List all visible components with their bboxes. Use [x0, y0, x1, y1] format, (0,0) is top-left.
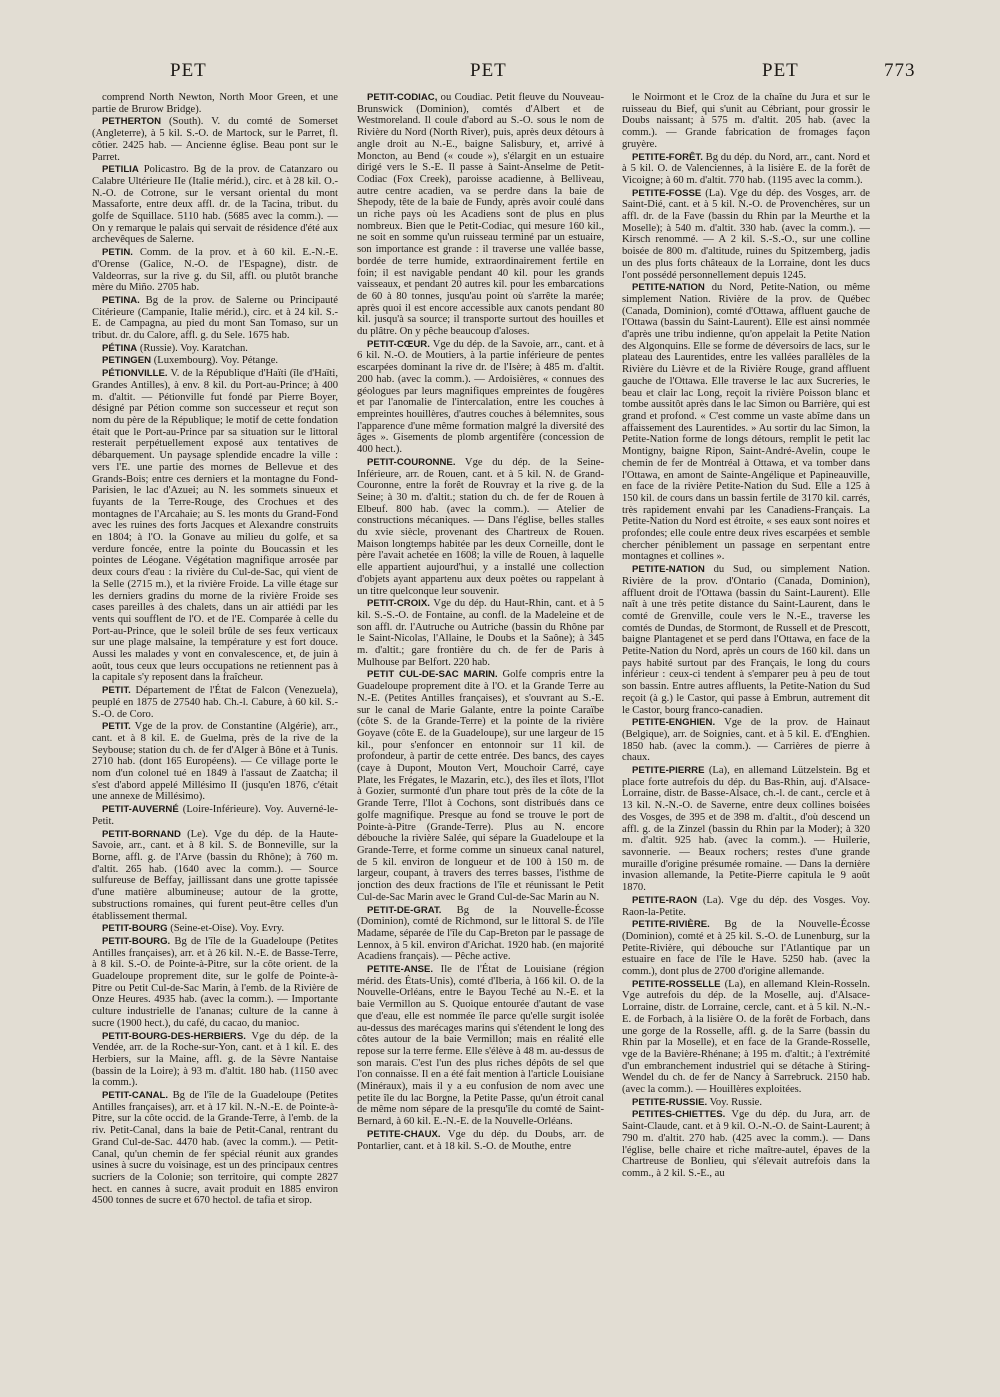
dictionary-entry — [357, 964, 604, 1128]
entry-text: (Russie). Voy. Karatchan. — [137, 342, 248, 354]
dictionary-entry — [622, 152, 870, 187]
entry-text: Bg de la Nouvelle-Écosse (Dominion), comté et à 25 kil. S.-O. de Lunenburg, sur la Petite-Rivière, qui débouche sur l'Atlantique par un estuaire en face de l'île le Have. 5250 hab. (avec la comm.), dont plus de 2700 d'origine allemande. — [622, 919, 870, 978]
dictionary-entry — [357, 669, 604, 903]
entry-headword: PETIT-DE-GRAT. — [367, 904, 442, 916]
dictionary-entry — [622, 717, 870, 764]
entry-text: Policastro. Bg de la prov. de Catanzaro ou Calabre Ultérieure IIe (Italie mérid.), circ. et à 28 kil. O.-N.-O. de Cotrone, sur le versant oriental du mont Massaforte, entre deux affl. dr. de la Tacina, tribut. du golfe de Squillace. 5110 hab. (5685 avec la comm.). — On y remarque le palais qui servait de résidence d'été aux archevêques de Salerne. — [92, 164, 338, 246]
entry-headword: PETIT-BORNAND — [102, 828, 181, 840]
dictionary-entry — [92, 343, 338, 355]
entry-text: Vge de la prov. de Constantine (Algérie), arr., cant. et à 8 kil. E. de Guelma, près de la rive de la Seybouse; station du ch. de fer d'Alger à Bône et à Tunis. 2710 hab. (dont 165 Européens). — Ce village porte le nom d'un colonel tué en 1849 à l'assaut de Zaatcha; il s'est d'abord appelé Millésimo II (jusqu'en 1876, c'était une annexe de Millésimo). — [92, 721, 338, 803]
entry-headword: PETIT. — [102, 685, 131, 697]
entry-text: Vge du dép. du Haut-Rhin, cant. et à 5 kil. S.-S.-O. de Fontaine, au confl. de la Madeleine et de son affl. dr. l'Autruche ou Autriche (bassin du Rhône par le Saint-Nicolas, l'Allaine, le Doubs et la Saône); à 345 m. d'altit.; gare frontière du ch. de fer de Paris à Mulhouse par Belfort. 220 hab. — [357, 598, 604, 668]
entry-text: Bg de l'île de la Guadeloupe (Petites Antilles françaises), arr. et à 17 kil. N.-N.-E. de Pointe-à-Pitre, sur la côte occid. de la Grande-Terre, à l'emb. de la riv. Petit-Canal, dans la baie de Petit-Canal, rentrant du Grand Cul-de-Sac. 4470 hab. (avec la comm.). — Petit-Canal, qu'un chemin de fer spécial réunit aux grandes usines à sucre du voisinage, est un des principaux centres sucriers de la Colonie; son territoire, qui compte 2827 hect. en cannes à sucre, avait produit en 1885 environ 4500 tonnes de sucre et 670 hectol. de tafia et sirop. — [92, 1090, 338, 1207]
entry-headword: PETITE-NATION — [632, 282, 705, 294]
entry-text: le Noirmont et le Croz de la chaîne du Jura et sur le ruisseau du Bief, qui s'unit au Cébriant, pour grossir le Doubs naissant; à 575 m. d'altit. 205 hab. (avec la comm.). — Grande fabrication de fromages façon gruyère. — [622, 92, 870, 150]
entry-text: Vge du dép. du Doubs, arr. de Pontarlier, cant. et à 18 kil. S.-O. de Mouthe, entre — [357, 1128, 604, 1152]
entry-text: (Luxembourg). Voy. Pétange. — [151, 355, 279, 367]
entry-text: Vge du dép. de la Seine-Inférieure, arr. de Rouen, cant. et à 5 kil. N. de Grand-Couronne, entre la forêt de Rouvray et la rive g. de la Seine; à 30 m. d'altit.; station du ch. de fer de Rouen à Elbeuf. 800 hab. (avec la comm.). — Atelier de constructions mécaniques. — Dans l'église, belles stalles du xvie siècle, provenant des Chartreux de Rouen. Maison longtemps habitée par les deux Corneille, dont le père l'avait achetée en 1608; la ville de Rouen, à laquelle elle appartient aujourd'hui, y a installé une collection d'objets ayant appartenu aux deux poètes ou rappelant à un titre quelconque leur souvenir. — [357, 456, 604, 597]
entry-text: (La). Vge du dép. des Vosges. Voy. Raon-la-Petite. — [622, 894, 870, 918]
page-number: 773 — [884, 60, 916, 81]
entry-headword: PETITE-CHAUX. — [367, 1128, 441, 1140]
dictionary-entry — [622, 282, 870, 563]
entry-headword: PETIT-BOURG — [102, 923, 168, 935]
entry-text: Comm. de la prov. et à 60 kil. E.-N.-E. d'Orense (Galice, N.-O. de l'Espagne), distr. de Valdeorras, sur la rive g. du Sil, affl. ou plutôt branche mère du Miño. 2705 hab. — [92, 247, 338, 294]
running-head-right: PET — [762, 60, 799, 81]
dictionary-entry — [622, 92, 870, 151]
dictionary-entry — [622, 1097, 870, 1109]
entry-headword: PETIT CUL-DE-SAC MARIN. — [367, 669, 498, 681]
entry-headword: PETIT-CROIX. — [367, 598, 430, 610]
entry-headword: PETINGEN — [102, 355, 152, 367]
dictionary-entry — [622, 188, 870, 282]
dictionary-entry — [92, 355, 338, 367]
entry-text: Département de l'État de Falcon (Venezuela), peuplé en 1875 de 27540 hab. Ch.-l. Cabure, à 60 kil. S.-S.-O. de Coro. — [92, 685, 338, 720]
dictionary-entry — [622, 895, 870, 918]
entry-headword: PETITE-ENGHIEN. — [632, 717, 716, 729]
dictionary-entry — [622, 765, 870, 894]
dictionary-entry — [622, 919, 870, 978]
running-head-left: PET — [170, 60, 207, 81]
entry-headword: PETITE-ROSSELLE — [632, 978, 721, 990]
entry-headword: PETIT-BOURG-DES-HERBIERS. — [102, 1030, 246, 1042]
entry-text: Vge du dép. du Jura, arr. de Saint-Claude, cant. et à 9 kil. O.-N.-O. de Saint-Laurent; à 790 m. d'altit. 270 hab. (425 avec la comm.). — Dans l'église, belle chaire et riche maître-autel, épaves de la Chartreuse de Bonlieu, qui s'élevait autrefois dans la comm., à 2 kil. S.-E., au — [622, 1109, 870, 1179]
entry-headword: PETITE-PIERRE — [632, 765, 705, 777]
entry-headword: PETIT-COURONNE. — [367, 456, 456, 468]
dictionary-entry — [92, 247, 338, 294]
entry-headword: PETIN. — [102, 247, 133, 259]
column-3 — [622, 92, 870, 1387]
entry-text: comprend North Newton, North Moor Green, et une partie de Brurow Bridge). — [92, 92, 338, 115]
entry-text: (La). Vge du dép. des Vosges, arr. de Saint-Dié, cant. et à 5 kil. N.-O. de Provenchères, sur un affl. dr. de la Fave (bassin du Rhin par la Meurthe et la Moselle); à 540 m. d'altit. 330 hab. (avec la comm.). — Kirsch renommé. — A 2 kil. S.-S.-O., sur une colline boisée de 800 m. d'altitude, ruines du Spitzemberg, jadis un des plus forts châteaux de la Lorraine, dont les ducs l'ont possédé personnellement depuis 1245. — [622, 187, 870, 281]
entry-text: (Le). Vge du dép. de la Haute-Savoie, arr., cant. et à 8 kil. S. de Bonneville, sur la Borne, affl. g. de l'Arve (bassin du Rhône); à 760 m. d'altit. 265 hab. (1640 avec la comm.). — Source sulfureuse de Beffay, jaillissant dans une grotte tapissée d'une matière albumineuse; autour de la grotte, substructions romaines, qui furent peut-être celles d'un établissement thermal. — [92, 828, 338, 922]
entry-text: du Sud, ou simplement Nation. Rivière de la prov. d'Ontario (Canada, Dominion), affluent droit de l'Ottawa (bassin du Saint-Laurent). Elle naît à une très petite distance du Saint-Laurent, dans le comté de Grenville, coule vers le N.-E., traverse les comtés de Dundas, de Stormont, de Russell et de Prescott, baigne Plantagenet et se perd dans l'Ottawa, en face de la Petite-Nation du Nord, après un cours de 160 kil. dans un pays habité surtout par des Français, le long du cours inférieur : ceux-ci tendent à s'emparer peu à peu de tout son bassin. Entre autres affluents, la Petite-Nation du Sud reçoit (à g.) le Castor, qui passe à Embrun, autrement dit le Castor, bourg franco-canadien. — [622, 564, 870, 716]
entry-text: (La), en allemand Klein-Rosseln. Vge autrefois du dép. de la Moselle, auj. d'Alsace-Lorraine, distr. de Lorraine, cercle, cant. et à 5 kil. N.-N.-E. de Forbach, à la lisière O. de la forêt de Forbach, dans une gorge de la Rosselle, affl. g. de la Sarre (bassin du Rhin par la Moselle), et en face de la Grande-Rosselle, vge de la Bavière-Rhénane; à 195 m. d'altit.; à l'extrémité d'un embranchement industriel qui se détache à Stiring-Wendel du ch. de fer de Nancy à Sarrebruck. 2150 hab. (avec la comm.). — Houillères exploitées. — [622, 978, 870, 1096]
entry-headword: PETILIA — [102, 164, 139, 176]
dictionary-entry — [92, 829, 338, 923]
dictionary-entry — [92, 923, 338, 935]
entry-text: Golfe compris entre la Guadeloupe proprement dite à l'O. et la Grande Terre au N.-E. (Petites Antilles françaises), et s'ouvrant au S.-E. sur le canal de Marie Galante, entre la pointe Caraïbe (côte S. de la Grande-Terre) et la pointe de la rivière Goyave (côte E. de la Guadeloupe), sur une largeur de 15 kil., pour s'enfoncer en entonnoir sur 11 kil. de profondeur, à partir de cette entrée. Des bancs, des cayes (caye à Dupont, Mouton Vert, Mouchoir Carré, caye Plate, les Frégates, le Mazarin, etc.), des îles et îlots, l'Ilot à Gozier, surmonté d'un phare tout près de la côte de la Grande Terre, l'Ilot à Cochons, sont distribués dans ce golfe magnifique. Presque au fond se trouve le port de Pointe-à-Pitre (Grande-Terre). Plus au N. encore débouche la rivière Salée, qui sépare la Guadeloupe et la Grande-Terre, et forme comme un sinueux canal naturel, de 5 kil. environ de longueur et de 100 à 150 m. de largeur, coupant, à travers des terres basses, l'isthme de jonction des deux fractions de l'île et réunissant le Petit Cul-de-Sac Marin avec le Grand Cul-de-Sac Marin au N. — [357, 669, 604, 903]
entry-headword: PETITE-RAON — [632, 894, 698, 906]
entry-headword: PETIT-BOURG. — [102, 935, 171, 947]
entry-headword: PETIT-CODIAC, — [367, 92, 438, 103]
dictionary-entry — [357, 339, 604, 456]
dictionary-entry — [357, 457, 604, 597]
entry-text: Bg de l'île de la Guadeloupe (Petites Antilles françaises), arr. et à 26 kil. N.-E. de Basse-Terre, à 8 kil. S.-O. de Pointe-à-Pitre, sur la côte orient. de la Guadeloupe proprement dite, sur le golfe de Pointe-à-Pitre ou Petit Cul-de-Sac Marin, à l'emb. de la Rivière de Onze Heures. 4935 hab. (avec la comm.). — Importante culture industrielle de l'ananas; culture de la canne à sucre (1900 hect.), du café, du cacao, du manioc. — [92, 935, 338, 1029]
entry-headword: PETITE-ANSE. — [367, 964, 434, 976]
entry-text: Bg de la prov. de Salerne ou Principauté Citérieure (Campanie, Italie mérid.), circ. et à 24 kil. S.-E. de Campagna, au pied du mont San Tomaso, sur un tribut. dr. du Calore, affl. g. du Sele. 1675 hab. — [92, 294, 338, 342]
dictionary-entry — [92, 295, 338, 342]
entry-headword: PETIT. — [102, 721, 131, 733]
entry-headword: PÉTINA — [102, 342, 138, 354]
entry-text: (South). V. du comté de Somerset (Angleterre), à 5 kil. S.-O. de Martock, sur le Parret, fl. côtier. 2425 hab. — Ancienne église. Beau pont sur le Parret. — [92, 116, 338, 163]
entry-headword: PETINA. — [102, 294, 140, 306]
dictionary-entry — [92, 92, 338, 115]
dictionary-entry — [92, 804, 338, 827]
dictionary-entry — [357, 905, 604, 964]
entry-headword: PETITES-CHIETTES. — [632, 1109, 726, 1121]
entry-text: (Seine-et-Oise). Voy. Evry. — [167, 923, 285, 935]
entry-headword: PETITE-NATION — [632, 564, 705, 576]
dictionary-entry — [92, 368, 338, 684]
entry-headword: PETIT-AUVERNÉ — [102, 804, 179, 816]
entry-headword: PETITE-FORÊT. — [632, 151, 703, 163]
column-2 — [357, 92, 604, 1387]
entry-headword: PETHERTON — [102, 116, 161, 128]
dictionary-entry — [92, 936, 338, 1030]
entry-headword: PETITE-FOSSE — [632, 187, 702, 199]
dictionary-entry — [92, 164, 338, 246]
dictionary-entry — [92, 1090, 338, 1207]
entry-text: (Loire-Inférieure). Voy. Auverné-le-Petit. — [92, 804, 338, 827]
entry-text: Ile de l'État de Louisiane (région mérid. des États-Unis), comté d'Iberia, à 166 kil. O. de la Nouvelle-Orléans, entre le Bayou Teché au N.-E. et la baie Vermillon au S. Quoique entourée d'autant de vase que d'eau, elle est nommée île parce qu'elle surgit isolée au-dessus des marécages marins qui s'étendent le long des côtes autour de la baie Vermillon; mais en réalité elle repose sur la terre ferme. Elle s'élève à 48 m. au-dessus de son marais. C'est l'un des plus riches dépôts de sel que l'on connaisse. Il en a été fait mention à l'article Louisiane (Minéraux), mais il y a eu confusion de nom avec une petite île du lac Borgne, la Petite Passe, qu'un étroit canal de même nom sépare de la presqu'île du comté de Saint-Bernard, à 60 kil. E.-N.-E. de la Nouvelle-Orléans. — [357, 964, 604, 1128]
entry-text: (La), en allemand Lützelstein. Bg et place forte autrefois du dép. du Bas-Rhin, auj. d'Alsace-Lorraine, distr. de Basse-Alsace, ch.-l. de cant., cercle et à 13 kil. N.-N.-O. de Saverne, entre deux collines boisées des Vosges, de 395 et de 398 m. d'altit., d'où descend un affl. g. de la Zinzel (bassin du Rhin par la Moder); à 320 m. d'altit. 925 hab. (avec la comm.). — Huilerie, savonnerie. — Beaux rochers; restes d'une grande muraille d'origine présumée romaine. — Dans la dernière invasion allemande, la Petite-Pierre capitula le 9 août 1870. — [622, 765, 870, 894]
entry-text: Bg de la Nouvelle-Écosse (Dominion), comté de Richmond, sur le littoral S. de l'île Madame, séparée de l'île du Cap-Breton par le passage de Lennox, à 5 kil. environ d'Arichat. 1920 hab. (en majorité Acadiens français). — Pêche active. — [357, 904, 604, 963]
dictionary-entry — [92, 685, 338, 720]
entry-text: Vge du dép. de la Vendée, arr. de la Roche-sur-Yon, cant. et à 1 kil. E. des Herbiers, sur la Maine, affl. g. de la Sèvre Nantaise (bassin de la Loire); à 93 m. d'altit. 180 hab. (1150 avec la comm.). — [92, 1030, 338, 1089]
entry-text: Vge du dép. de la Savoie, arr., cant. et à 6 kil. N.-O. de Moutiers, à la partie inférieure de pentes escarpées dominant la rive dr. de l'Isère; à 485 m. d'altit. 200 hab. (avec la comm.). — Ardoisières, « connues des géologues par leurs magnifiques empreintes de fougères et par l'anomalie de l'intercalation, entre les couches à empreintes houillères, d'autres couches à bélemnites, sous l'apparence d'une même formation malgré la diversité des âges ». Gisements de plomb argentifère (concession de 400 hect.). — [357, 338, 604, 456]
entry-text: Voy. Russie. — [707, 1096, 763, 1108]
dictionary-entry — [92, 1031, 338, 1090]
dictionary-entry — [622, 564, 870, 716]
dictionary-entry — [357, 598, 604, 668]
dictionary-entry — [357, 92, 604, 338]
entry-headword: PÉTIONVILLE. — [102, 368, 168, 380]
entry-headword: PETIT-CANAL. — [102, 1090, 169, 1102]
dictionary-entry — [622, 979, 870, 1096]
column-1 — [92, 92, 338, 1387]
entry-text: V. de la République d'Haïti (île d'Haïti, Grandes Antilles), à env. 8 kil. du Port-au-Prince; à 400 m. d'altit. — Pétionville fut fondé par Pierre Boyer, désigné par Pétion comme son successeur et reçut son nom du père de la République; le motif de cette fondation était que le Port-au-Prince par sa situation sur le littoral resterait perpétuellement exposé aux tentatives de débarquement. Un paysage splendide encadre la ville : vers l'E. une partie des mornes de Bellevue et des Grands-Bois; entre ces derniers et la montagne du Fond-Parisien, le lac d'Azuei; au N. les sommets sinueux et fuyants de la Terre-Rouge, des Crochues et des montagnes de l'Arcahaie; au S. les monts du Grand-Fond avec les ruines des forts Jacques et Alexandre construits en 1804; à l'O. la Gonave au milieu du golfe, et sa verdure foncée, entre la pointe du Boucassin et les pointes de Léogane. Végétation magnifique arrosée par deux cours d'eau : la rivière du Cul-de-Sac, qui vient de la Selle (2715 m.), et la rivière Froide. La ville étage sur les derniers gradins du morne de la rivière Froide ses cases pareilles à des chalets, dans un air attiédi par les vents qui soufflent de l'O. et de l'E. Comparée à celle du Port-au-Prince, que le soleil brûle de ses feux verticaux sur une plage malsaine, la température y est fort douce. Aussi les malades y vont en convalescence, et, de juin à août, tous ceux que leurs occupations ne retiennent pas à la capitale s'y reposent dans la fraîcheur. — [92, 368, 338, 684]
entry-headword: PETITE-RIVIÈRE. — [632, 919, 710, 931]
dictionary-entry — [92, 116, 338, 163]
entry-text: ou Coudiac. Petit fleuve du Nouveau-Brunswick (Dominion), comtés d'Albert et de Westmoreland. Il coule d'abord au S.-O. sous le nom de Rivière du Nord (North River), puis, après deux détours à angle droit au N.-E., baigne Salisbury, et, arrivé à Moncton, au Bend (« coude »), s'élargit en un estuaire dirigé vers le S.-E. Il passe à Saint-Anselme de Petit-Codiac (Fox Creek), paroisse acadienne, à Belliveau, autre centre acadien, va se perdre dans la baie de Shepody, tête de la baie de Fundy, après avoir coulé dans un riche pays où les Acadiens sont de plus en plus nombreux. Bien que le Petit-Codiac, qui mesure 160 kil., ne soit en somme qu'un ruisseau terminé par un estuaire, son importance est grande : il traverse une vallée basse, bordée de terre humide, extraordinairement fertile en foin; il est navigable pendant 40 kil. pour les grands vaisseaux, et pendant 20 autres kil. pour les embarcations de 60 à 80 tonnes, jusqu'au point où s'arrête la marée; après quoi il est encore accessible aux canots pendant 80 kil. jusqu'à sa source; il transporte surtout des houilles et du plâtre. On y pêche beaucoup d'aloses. — [357, 92, 604, 338]
running-head-center: PET — [470, 60, 507, 81]
entry-text: du Nord, Petite-Nation, ou même simplement Nation. Rivière de la prov. de Québec (Canada, Dominion), comté d'Ottawa, affluent gauche de l'Ottawa (bassin du Saint-Laurent). Elle est ainsi nommée d'après une tribu indienne, qu'on appelait la Petite Nation des Algonquins. Elle se forme de déversoirs de lacs, sur le plateau des Laurentides, entre les vallées parallèles de la Rivière du Lièvre et de la Rivière Rouge, grand affluent gauche de l'Ottawa. Elle traverse le lac aux Sucreries, le beau et clair lac Long, reçoit la rivière Poisson blanc et tombe aussitôt après dans le lac Simon ou Barrière, qui est grand et profond. « C'est comme un vaste abîme dans un affaissement des Laurentides. » Au sortir du lac Simon, la Petite-Nation forme de longs détours, remplit le petit lac Montigny, baigne Ripon, Saint-André-Avelin, coupe le chemin de fer de Montréal à Ottawa, et va tomber dans l'Ottawa, en amont de Sainte-Angélique et Papineauville, en face de la rivière Petite-Nation du Sud. Elle a 125 à 150 kil. de cours dans un bassin fertile de 3170 kil. carrés, très rapidement envahi par les Canadiens-Français. La Petite-Nation du Nord est étroite, « ses eaux sont noires et profondes; elle coule entre deux rives escarpées et semble chercher péniblement un passage en serpentant entre montagnes et collines ». — [622, 282, 870, 563]
dictionary-entry — [622, 1109, 870, 1179]
entry-text: Bg du dép. du Nord, arr., cant. Nord et à 5 kil. O. de Valenciennes, à la lisière E. de la forêt de Vicoigne; à 60 m. d'altit. 770 hab. (1195 avec la comm.). — [622, 151, 870, 186]
entry-headword: PETIT-CŒUR. — [367, 338, 430, 350]
entry-text: Vge de la prov. de Hainaut (Belgique), arr. de Soignies, cant. et à 5 kil. E. d'Enghien. 1850 hab. (avec la comm.). — Carrières de pierre à chaux. — [622, 717, 870, 764]
dictionary-entry — [357, 1129, 604, 1152]
dictionary-entry — [92, 721, 338, 803]
entry-headword: PETITE-RUSSIE. — [632, 1096, 708, 1108]
